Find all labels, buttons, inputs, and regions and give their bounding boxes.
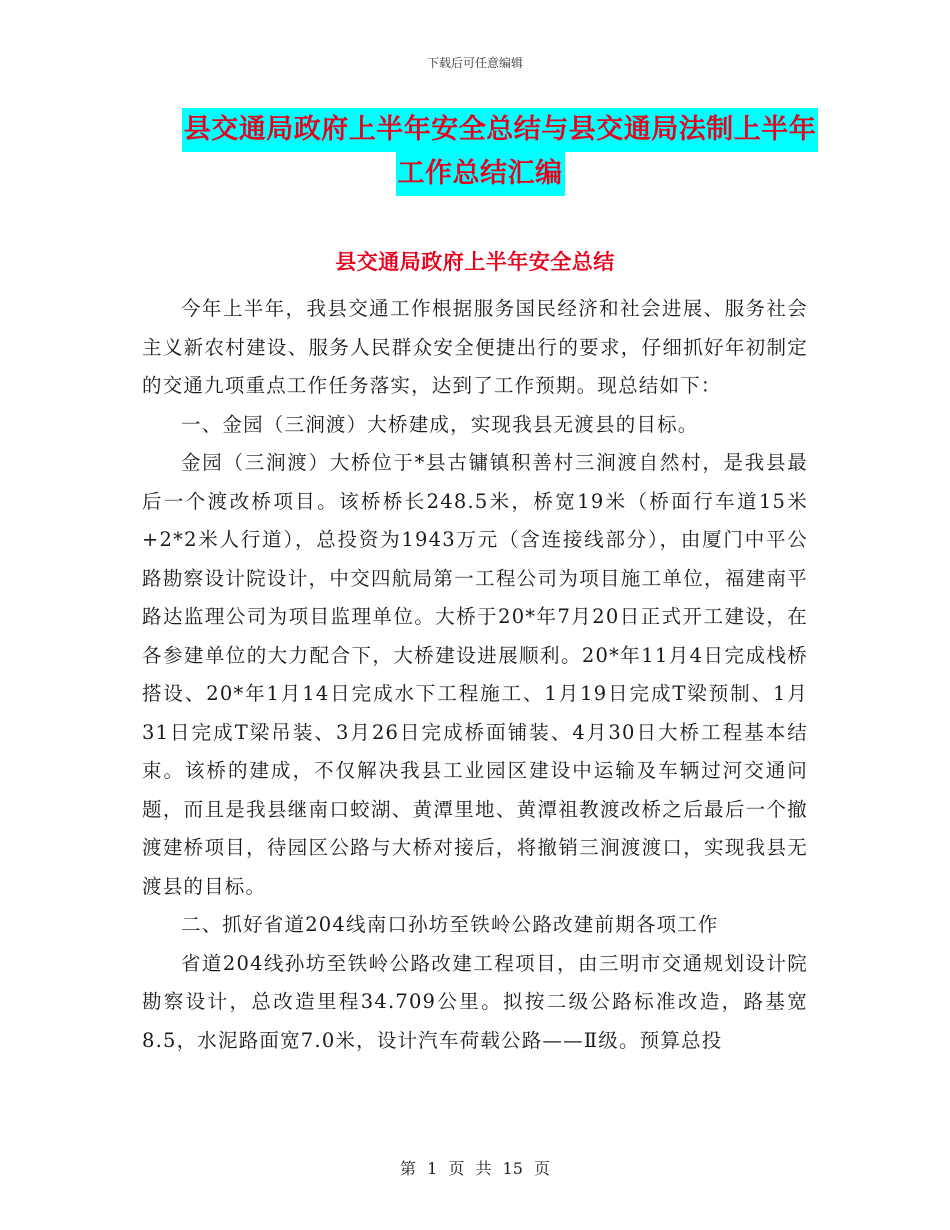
section-title: 县交通局政府上半年安全总结: [335, 249, 615, 274]
page-footer: 第 1 页 共 15 页: [400, 1159, 550, 1178]
paragraph-heading-2: 二、抓好省道204线南口孙坊至铁岭公路改建前期各项工作: [181, 913, 719, 936]
document-title: [140, 108, 820, 196]
paragraph-bridge: 金园（三涧渡）大桥位于*县古镛镇积善村三涧渡自然村，是我县最后一个渡改桥项目。该桥桥长248.5米，桥宽19米（桥面行车道15米+2*2米人行道），总投资为1943万元（含连接线部分），由厦门中平公路勘察设计院设计，中交四航局第一工程公司为项目施工单位，福建南平路达监理公司为项目监理单位。大桥于20*年7月20日正式开工建设，在各参建单位的大力配合下，大桥建设进展顺利。20*年11月4日完成栈桥搭设、20*年1月14日完成水下工程施工、1月19日完成T梁预制、1月31日完成T梁吊装、3月26日完成桥面铺装、4月30日大桥工程基本结束。该桥的建成，不仅解决我县工业园区建设中运输及车辆过河交通问题，而且是我县继南口蛟湖、黄潭里地、黄潭祖教渡改桥之后最后一个撤渡建桥项目，待园区公路与大桥对接后，将撤销三涧渡渡口，实现我县无渡县的目标。: [142, 451, 808, 898]
paragraph-heading-1: 一、金园（三涧渡）大桥建成，实现我县无渡县的目标。: [181, 412, 699, 436]
body-text: [142, 290, 808, 1060]
title-line-1: 县交通局政府上半年安全总结与县交通局法制上半年: [182, 108, 819, 152]
paragraph-road: 省道204线孙坊至铁岭公路改建工程项目，由三明市交通规划设计院勘察设计，总改造里程34.709公里。拟按二级公路标准改造，路基宽8.5，水泥路面宽7.0米，设计汽车荷载公路——Ⅱ级。预算总投: [142, 951, 808, 1052]
header-note: 下载后可任意编辑: [426, 56, 523, 70]
paragraph-intro: 今年上半年，我县交通工作根据服务国民经济和社会进展、服务社会主义新农村建设、服务人民群众安全便捷出行的要求，仔细抓好年初制定的交通九项重点工作任务落实，达到了工作预期。现总结如下：: [142, 297, 808, 397]
title-line-2: 工作总结汇编: [396, 152, 565, 196]
